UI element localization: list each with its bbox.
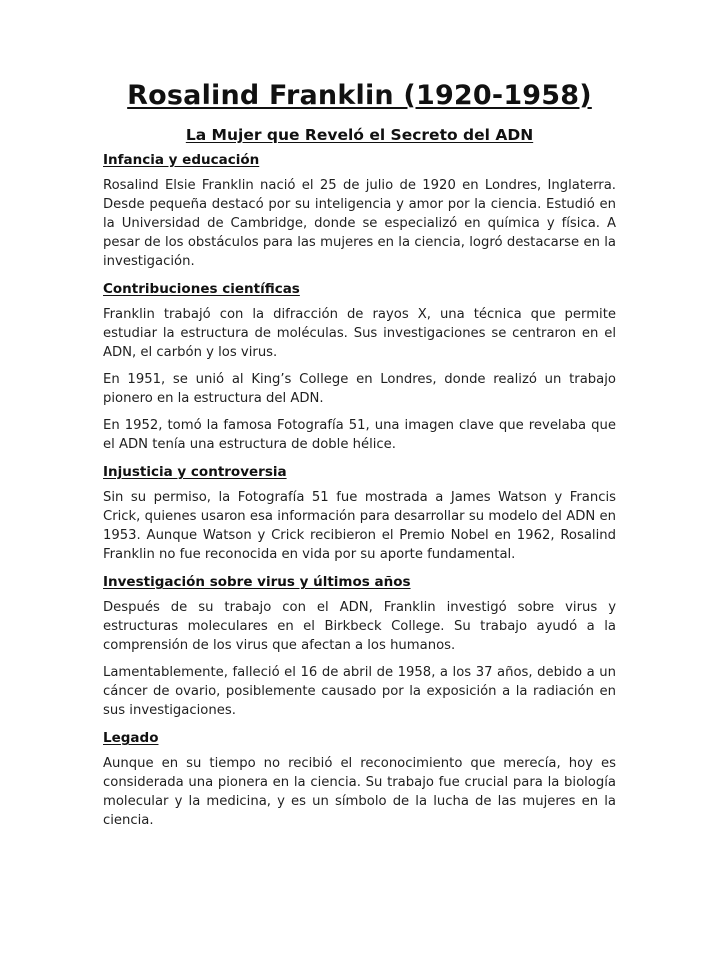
section-heading: Legado <box>103 730 159 746</box>
paragraph: Después de su trabajo con el ADN, Franklin investigó sobre virus y estructuras moleculares en el Birkbeck College. Su trabajo ayudó a la comprensión de los virus que afectan a los humanos. <box>103 600 616 653</box>
paragraph: Sin su permiso, la Fotografía 51 fue mostrada a James Watson y Francis Crick, quienes usaron esa información para desarrollar su modelo del ADN en 1953. Aunque Watson y Crick recibieron el Premio Nobel en 1962, Rosalind Franklin no fue reconocida en vida por su aporte fundamental. <box>103 490 616 562</box>
document-title: Rosalind Franklin (1920-1958) <box>127 80 592 111</box>
section-heading: Infancia y educación <box>103 152 260 168</box>
section-contribuciones <box>103 279 616 454</box>
paragraph: En 1952, tomó la famosa Fotografía 51, una imagen clave que revelaba que el ADN tenía una estructura de doble hélice. <box>103 418 616 452</box>
section-investigacion-virus <box>103 572 616 720</box>
paragraph: Lamentablemente, falleció el 16 de abril de 1958, a los 37 años, debido a un cáncer de ovario, posiblemente causado por la exposición a la radiación en sus investigaciones. <box>103 665 616 718</box>
paragraph: Rosalind Elsie Franklin nació el 25 de julio de 1920 en Londres, Inglaterra. Desde pequeña destacó por su inteligencia y amor por la ciencia. Estudió en la Universidad de Cambridge, donde se especializó en química y física. A pesar de los obstáculos para las mujeres en la ciencia, logró destacarse en la investigación. <box>103 178 616 269</box>
paragraph: En 1951, se unió al King’s College en Londres, donde realizó un trabajo pionero en la estructura del ADN. <box>103 372 616 406</box>
document-subtitle: La Mujer que Reveló el Secreto del ADN <box>185 126 534 144</box>
section-infancia <box>103 150 616 271</box>
section-heading: Contribuciones científicas <box>103 281 300 297</box>
section-heading: Injusticia y controversia <box>103 464 287 480</box>
section-heading: Investigación sobre virus y últimos años <box>103 574 411 590</box>
section-legado <box>103 728 616 830</box>
paragraph: Aunque en su tiempo no recibió el reconocimiento que merecía, hoy es considerada una pionera en la ciencia. Su trabajo fue crucial para la biología molecular y la medicina, y es un símbolo de la lucha de las mujeres en la ciencia. <box>103 756 616 828</box>
document-content <box>103 78 616 838</box>
section-injusticia <box>103 462 616 564</box>
paragraph: Franklin trabajó con la difracción de rayos X, una técnica que permite estudiar la estructura de moléculas. Sus investigaciones se centraron en el ADN, el carbón y los virus. <box>103 307 616 360</box>
